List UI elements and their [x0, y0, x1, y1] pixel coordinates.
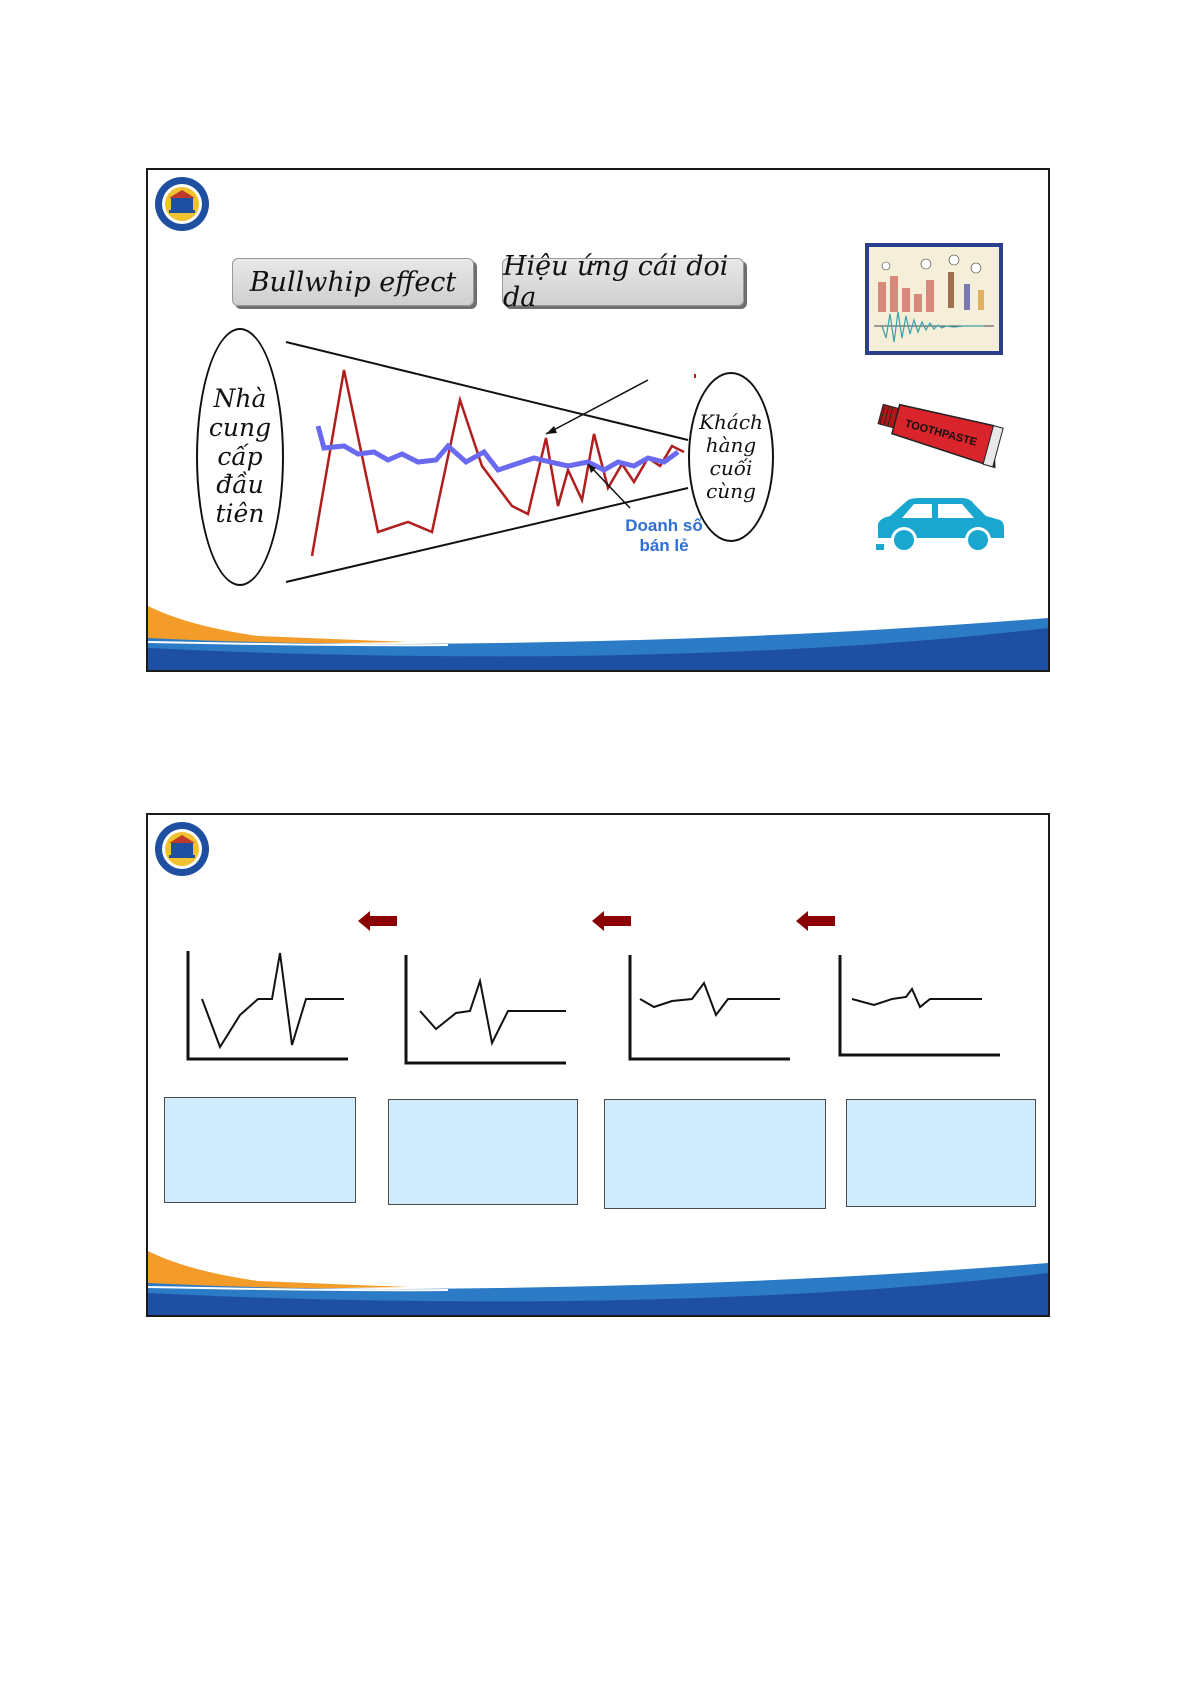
- left-arrow-icon: [592, 911, 631, 931]
- oval-line: tiên: [215, 499, 265, 529]
- retail-label-line: Doanh số: [625, 516, 703, 535]
- oval-line: Khách: [699, 410, 763, 434]
- toothpaste-tube-image: [870, 392, 1010, 472]
- title-vietnamese: Hiệu ứng cái doi da: [502, 258, 744, 306]
- text-box-2: [388, 1099, 578, 1205]
- oval-line: cuối: [709, 456, 753, 480]
- retail-sales-line: [318, 426, 678, 470]
- slide-demand-amplification: [146, 813, 1050, 1317]
- demand-line: [640, 983, 780, 1015]
- demand-line: [202, 953, 344, 1047]
- oval-line: cung: [208, 412, 272, 442]
- chart-axes: [188, 951, 348, 1059]
- oval-line: hàng: [705, 433, 757, 457]
- left-arrow-icon: [358, 911, 397, 931]
- oval-line: cấp: [217, 441, 263, 471]
- first-supplier-oval: [196, 328, 284, 586]
- oval-line: Nhà: [213, 384, 267, 414]
- oval-line: cùng: [706, 479, 756, 503]
- car-image: [874, 494, 1008, 558]
- annotation-arrow-retail: [588, 464, 630, 508]
- text-box-4: [846, 1099, 1036, 1207]
- oval-line: đầu: [216, 470, 264, 500]
- retail-sales-label: [604, 516, 724, 556]
- footer-wave-decoration: [148, 1245, 1048, 1315]
- supply-chain-illustration-image: [864, 242, 1004, 356]
- text-box-3: [604, 1099, 826, 1209]
- footer-wave-decoration: [148, 600, 1048, 670]
- left-arrow-icon: [796, 911, 835, 931]
- demand-variation-charts: [148, 815, 1048, 1315]
- demand-line: [852, 989, 982, 1007]
- title-bullwhip-effect: Bullwhip effect: [232, 258, 474, 306]
- tiny-mark: [694, 374, 696, 378]
- toothpaste-label: TOOTHPASTE: [903, 417, 979, 449]
- retail-label-line: bán lẻ: [639, 536, 689, 555]
- text-box-1: [164, 1097, 356, 1203]
- demand-line: [420, 981, 566, 1043]
- slide-bullwhip-effect: [146, 168, 1050, 672]
